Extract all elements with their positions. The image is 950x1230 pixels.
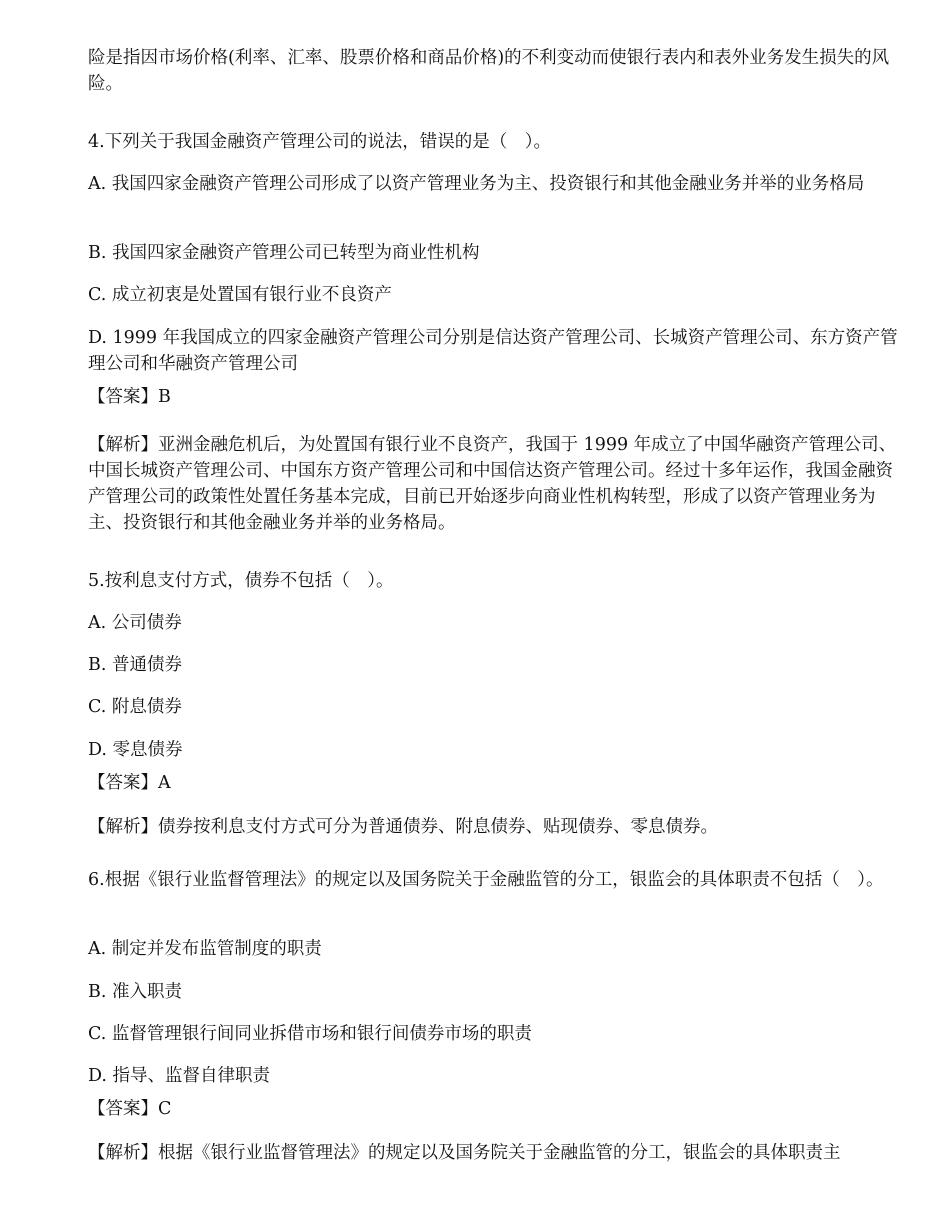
question-6-option-c: C. 监督管理银行间同业拆借市场和银行间债券市场的职责	[88, 1024, 532, 1044]
question-5-option-a: A. 公司债券	[88, 613, 182, 633]
question-5-analysis: 【解析】债券按利息支付方式可分为普通债券、附息债券、贴现债券、零息债券。	[88, 817, 718, 837]
question-4-stem: 4.下列关于我国金融资产管理公司的说法，错误的是（ ）。	[88, 132, 551, 152]
question-6-option-a: A. 制定并发布监管制度的职责	[88, 939, 322, 959]
question-4-option-a: A. 我国四家金融资产管理公司形成了以资产管理业务为主、投资银行和其他金融业务并举的业务格局	[88, 174, 865, 194]
question-6-answer: 【答案】C	[88, 1099, 172, 1119]
question-4-option-c: C. 成立初衷是处置国有银行业不良资产	[88, 285, 392, 305]
question-4-answer: 【答案】B	[88, 387, 171, 407]
question-6-analysis: 【解析】根据《银行业监督管理法》的规定以及国务院关于金融监管的分工，银监会的具体职责主	[88, 1143, 841, 1163]
question-5-option-d: D. 零息债券	[88, 740, 183, 760]
question-4-option-d: D. 1999 年我国成立的四家金融资产管理公司分别是信达资产管理公司、长城资产管理公司、东方资产管理公司和华融资产管理公司	[88, 328, 898, 374]
question-5-option-b: B. 普通债券	[88, 655, 182, 675]
question-6-option-d: D. 指导、监督自律职责	[88, 1066, 271, 1086]
question-6-option-b: B. 准入职责	[88, 982, 182, 1002]
question-4-analysis: 【解析】亚洲金融危机后，为处置国有银行业不良资产，我国于 1999 年成立了中国华融资产管理公司、中国长城资产管理公司、中国东方资产管理公司和中国信达资产管理公司。经过十多年运作，我国金融资产管理公司的政策性处置任务基本完成，目前已开始逐步向商业性机构转型，形成了以资产管理业务为主、投资银行和其他金融业务并举的业务格局。	[88, 435, 897, 533]
question-5-answer: 【答案】A	[88, 773, 171, 793]
question-6-stem: 6.根据《银行业监督管理法》的规定以及国务院关于金融监管的分工，银监会的具体职责不包括（ ）。	[88, 870, 884, 890]
question-5-option-c: C. 附息债券	[88, 697, 182, 717]
question-4-option-b: B. 我国四家金融资产管理公司已转型为商业性机构	[88, 243, 480, 263]
question-5-stem: 5.按利息支付方式，债券不包括（ ）。	[88, 571, 394, 591]
intro-paragraph: 险是指因市场价格(利率、汇率、股票价格和商品价格)的不利变动而使银行表内和表外业务发生损失的风险。	[88, 48, 890, 94]
